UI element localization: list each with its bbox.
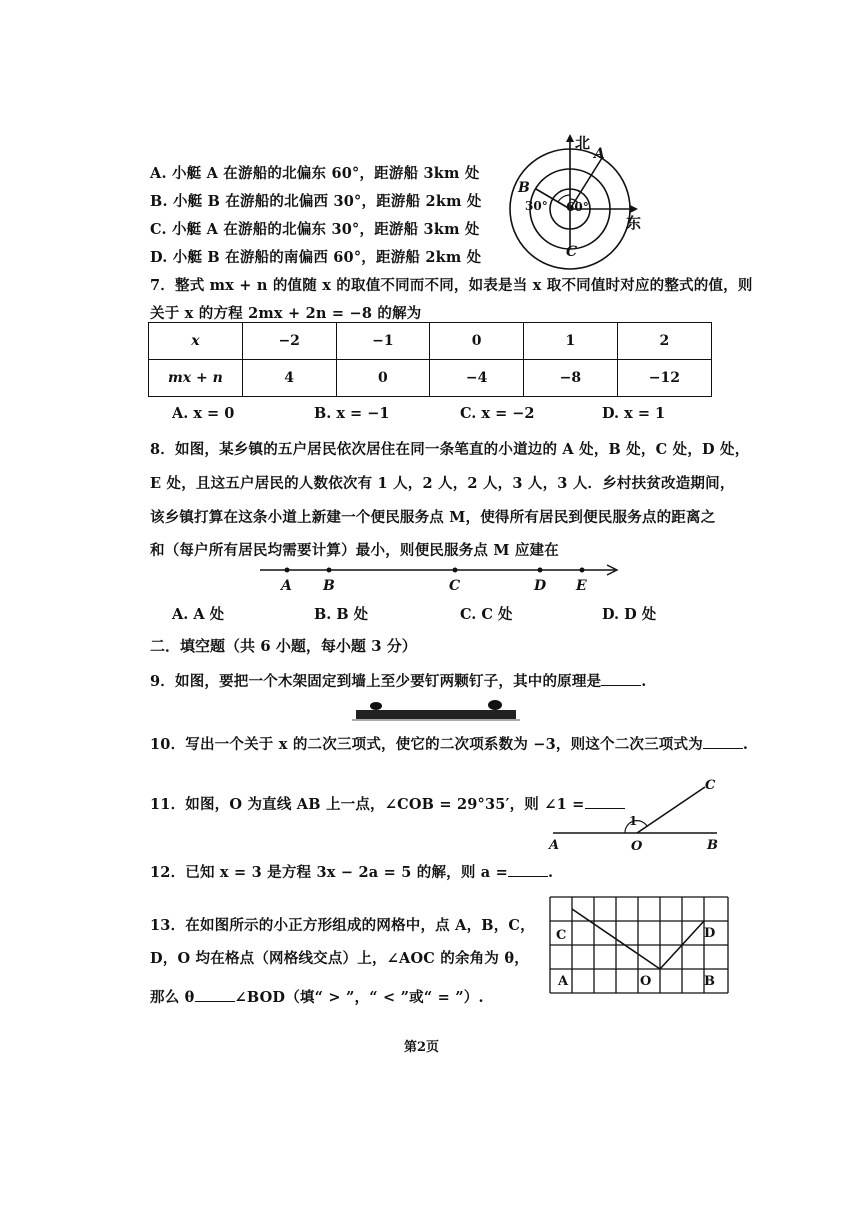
q8-line-3: 该乡镇打算在这条小道上新建一个便民服务点 M，使得所有居民到便民服务点的距离之 [150, 509, 716, 526]
point-e-label: E [576, 578, 587, 594]
section-heading: 二．填空题（共 6 小题，每小题 3 分） [150, 637, 417, 655]
q6-option-c: C. 小艇 A 在游船的北偏东 30°，距游船 3km 处 [150, 221, 480, 238]
east-label: 东 [626, 214, 642, 232]
q7-option-c: C. x = −2 [460, 405, 535, 422]
answer-blank[interactable] [703, 736, 743, 749]
point-d-label: D [704, 926, 716, 941]
answer-blank[interactable] [508, 864, 548, 877]
q8-option-a: A. A 处 [172, 606, 225, 623]
answer-blank[interactable] [601, 673, 641, 686]
point-c-label: C [556, 928, 567, 943]
q9-wood-frame-figure [352, 698, 522, 724]
angle-60-label: 60° [566, 200, 589, 214]
point-o-label: O [631, 839, 643, 854]
point-a-label: A [558, 974, 569, 989]
point-b-dot [327, 568, 332, 573]
table-cell: 0 [430, 323, 524, 360]
point-b-label: B [704, 974, 715, 989]
q13-line-1: 13．在如图所示的小正方形组成的网格中，点 A，B，C， [150, 917, 535, 934]
wood-bar [356, 710, 516, 719]
point-b-label: B [707, 838, 718, 853]
point-e-dot [580, 568, 585, 573]
table-cell: mx + n [149, 360, 243, 397]
point-d-dot [538, 568, 543, 573]
north-label: 北 [575, 134, 591, 152]
point-a-dot [285, 568, 290, 573]
table-cell: −4 [430, 360, 524, 397]
q9-text: 9．如图，要把一个木架固定到墙上至少要钉两颗钉子，其中的原理是 . [150, 673, 647, 690]
point-c-label: C [566, 244, 578, 260]
east-arrow-icon [630, 205, 638, 213]
point-a-label: A [549, 838, 560, 853]
q7-line-2: 关于 x 的方程 2mx + 2n = −8 的解为 [150, 305, 422, 322]
q8-line-2: E 处，且这五户居民的人数依次有 1 人，2 人，2 人，3 人，3 人．乡村扶贫改造期间， [150, 475, 735, 492]
q10-text: 10．写出一个关于 x 的二次三项式，使它的二次项系数为 −3，则这个二次三项式为 . [150, 736, 749, 753]
q7-option-a: A. x = 0 [172, 405, 235, 422]
q7-line-1: 7．整式 mx + n 的值随 x 的取值不同而不同，如表是当 x 取不同值时对应的整式的值，则 [150, 277, 753, 294]
q8-option-d: D. D 处 [602, 606, 657, 623]
q13-line-2: D，O 均在格点（网格线交点）上，∠AOC 的余角为 θ， [150, 950, 529, 967]
angle-30-label: 30° [525, 199, 548, 213]
table-cell: −8 [524, 360, 618, 397]
table-cell: −12 [617, 360, 711, 397]
nail-left-icon [370, 702, 382, 710]
table-cell: −1 [336, 323, 430, 360]
point-d-label: D [534, 578, 547, 594]
q6-option-b: B. 小艇 B 在游船的北偏西 30°，距游船 2km 处 [150, 193, 482, 210]
q6-option-d: D. 小艇 B 在游船的南偏西 60°，距游船 2km 处 [150, 249, 482, 266]
page-number: 第2页 [404, 1040, 440, 1055]
q7-option-d: D. x = 1 [602, 405, 666, 422]
table-cell: x [149, 323, 243, 360]
table-cell: 2 [617, 323, 711, 360]
table-row [149, 360, 712, 397]
q13-grid-figure [548, 895, 730, 997]
q8-line-1: 8．如图，某乡镇的五户居民依次居住在同一条笔直的小道边的 A 处，B 处，C 处，D 处， [150, 441, 750, 458]
q8-option-b: B. B 处 [314, 606, 369, 623]
q11-angle-figure [545, 775, 725, 855]
table-cell: −2 [242, 323, 336, 360]
q12-text: 12．已知 x = 3 是方程 3x − 2a = 5 的解，则 a = . [150, 864, 554, 881]
q6-compass-figure [500, 132, 650, 282]
q7-value-table [148, 322, 712, 397]
q8-line-4: 和（每户所有居民均需要计算）最小，则便民服务点 M 应建在 [150, 542, 559, 559]
angle-1-label: 1 [629, 814, 638, 828]
q8-road-figure [255, 560, 625, 596]
q13-line-3: 那么 θ ∠BOD（填“ > ”，“ < ”或“ = ”）. [150, 989, 484, 1006]
point-c-dot [453, 568, 458, 573]
point-c-label: C [449, 578, 461, 594]
q8-option-c: C. C 处 [460, 606, 513, 623]
nail-right-icon [488, 700, 502, 710]
table-cell: 0 [336, 360, 430, 397]
point-o-label: O [640, 974, 652, 989]
point-b-label: B [323, 578, 335, 594]
point-c-label: C [705, 778, 716, 793]
point-a-label: A [281, 578, 292, 594]
table-cell: 1 [524, 323, 618, 360]
point-b-label: B [518, 180, 530, 196]
q7-option-b: B. x = −1 [314, 405, 390, 422]
answer-blank[interactable] [195, 989, 235, 1002]
ray-oc [637, 787, 705, 833]
north-arrow-icon [566, 134, 574, 142]
q6-option-a: A. 小艇 A 在游船的北偏东 60°，距游船 3km 处 [150, 165, 480, 182]
table-row [149, 323, 712, 360]
point-a-label: A [594, 146, 605, 162]
q11-text: 11．如图，O 为直线 AB 上一点，∠COB = 29°35′，则 ∠1 = [150, 793, 625, 814]
table-cell: 4 [242, 360, 336, 397]
